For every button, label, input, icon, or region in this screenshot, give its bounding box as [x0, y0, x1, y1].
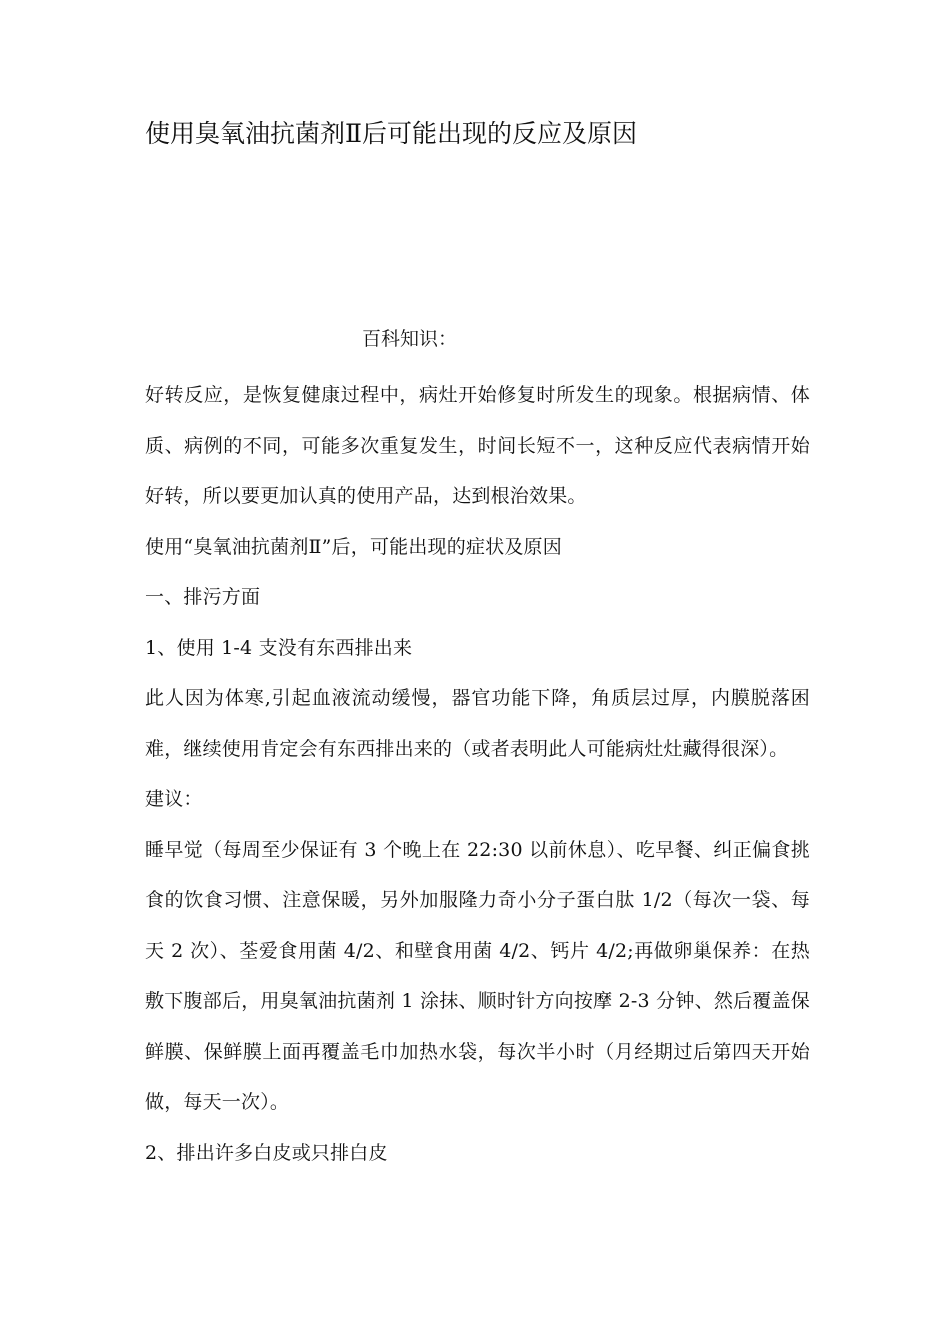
advice-label: 建议： — [145, 788, 203, 810]
item-heading-1: 1、使用 1-4 支没有东西排出来 — [145, 636, 413, 659]
document-title: 使用臭氧油抗菌剂Ⅱ后可能出现的反应及原因 — [145, 119, 637, 148]
paragraph-explanation: 此人因为体寒,引起血液流动缓慢，器官功能下降，角质层过厚，内膜脱落困难，继续使用肯定会有东西排出来的（或者表明此人可能病灶灶藏得很深）。 — [145, 687, 810, 760]
document-body — [145, 370, 810, 1178]
paragraph-advice: 睡早觉（每周至少保证有 3 个晚上在 22:30 以前休息）、吃早餐、纠正偏食挑食的饮食习惯、注意保暖，另外加服隆力奇小分子蛋白肽 1/2（每次一袋、每天 2 次）、荃爱食用菌 4/2、和壁食用菌 4/2、钙片 4/2;再做卵巢保养：在热敷下腹部后，用臭氧油抗菌剂 1 涂抹、顺时针方向按摩 2-3 分钟、然后覆盖保鲜膜、保鲜膜上面再覆盖毛巾加热水袋，每次半小时（月经期过后第四天开始做，每天一次）。 — [145, 838, 810, 1113]
paragraph-intro: 好转反应，是恢复健康过程中，病灶开始修复时所发生的现象。根据病情、体质、病例的不同，可能多次重复发生，时间长短不一，这种反应代表病情开始好转，所以要更加认真的使用产品，达到根治效果。 — [145, 384, 810, 507]
item-heading-2: 2、排出许多白皮或只排白皮 — [145, 1141, 388, 1164]
paragraph-heading-usage: 使用“臭氧油抗菌剂Ⅱ”后，可能出现的症状及原因 — [145, 535, 562, 558]
section-subtitle: 百科知识： — [362, 328, 458, 350]
section-heading-discharge: 一、排污方面 — [145, 586, 261, 608]
